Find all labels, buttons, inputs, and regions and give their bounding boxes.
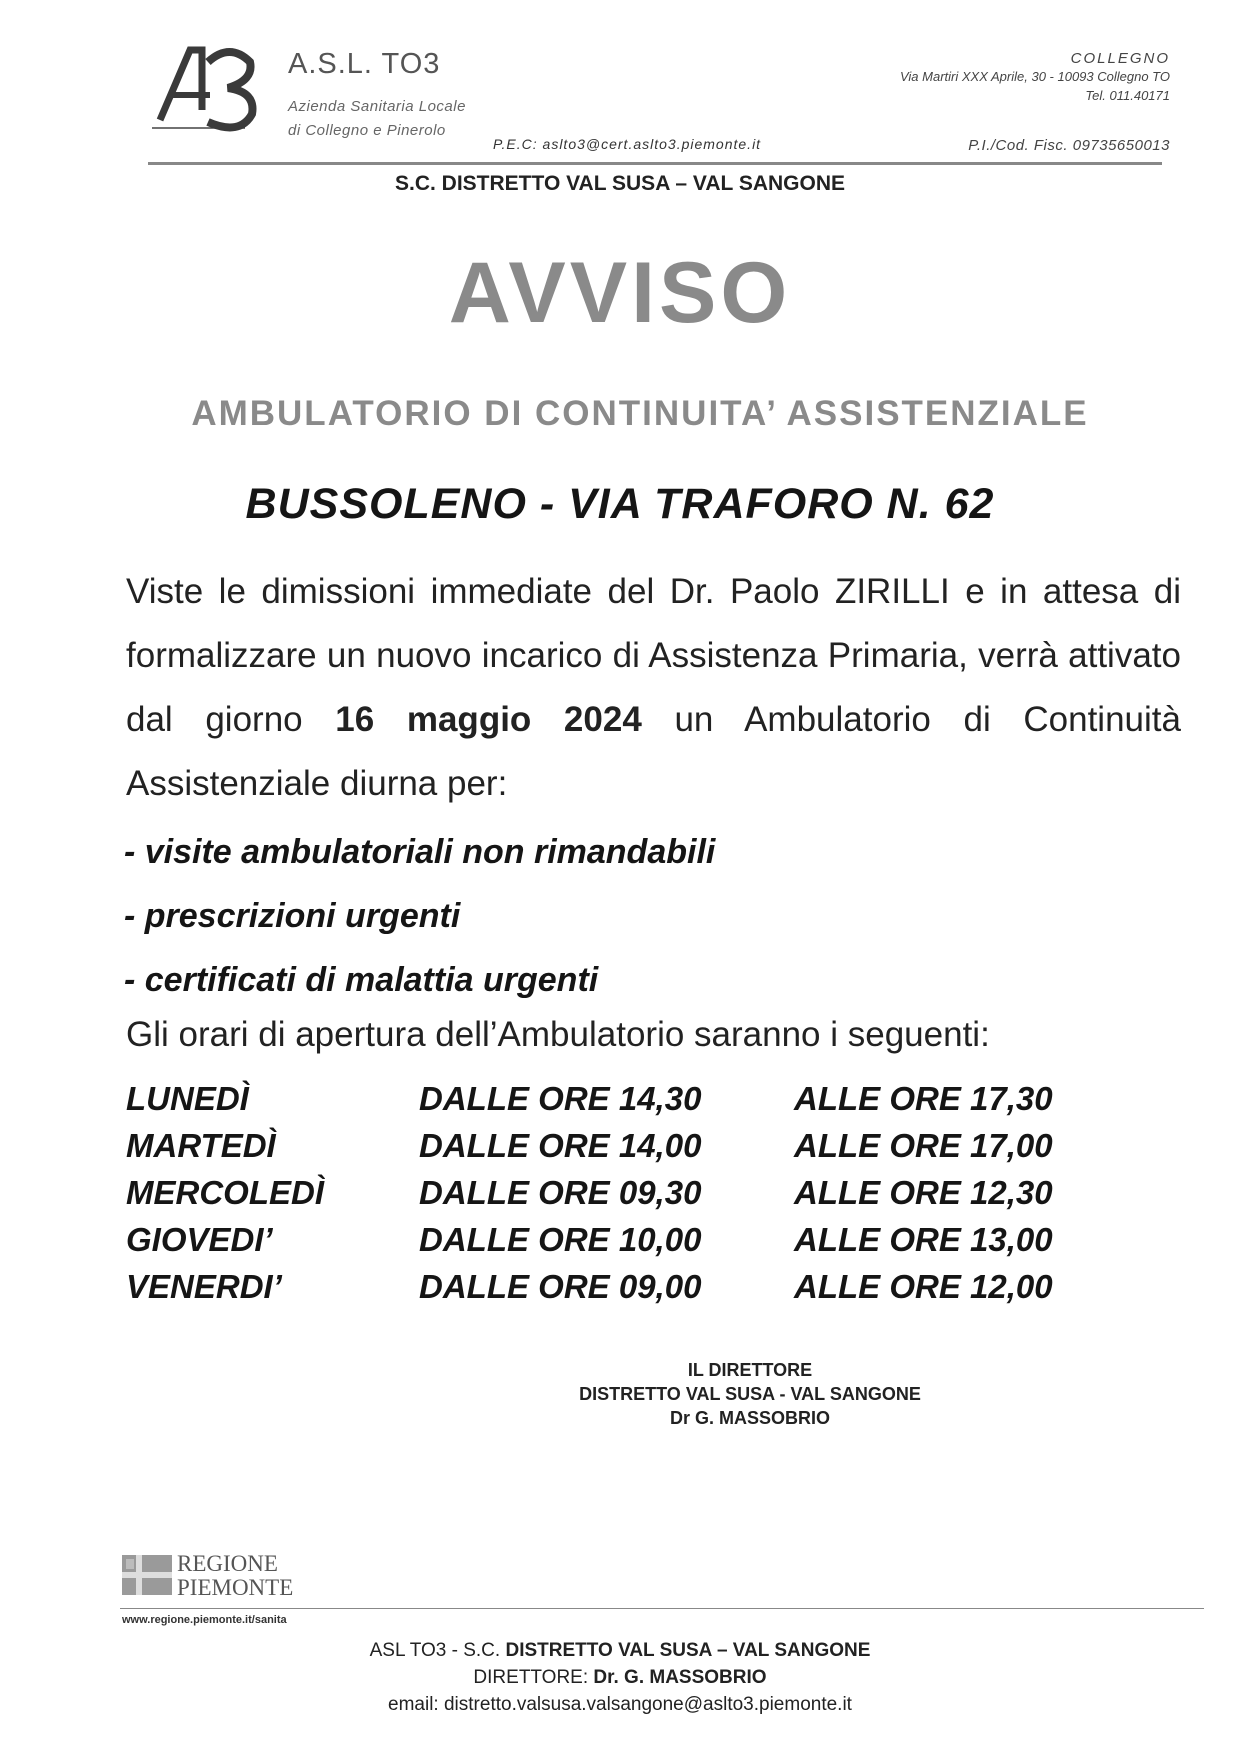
schedule-to: ALLE ORE 17,00 (794, 1127, 1053, 1164)
list-item: - certificati di malattia urgenti (124, 961, 599, 999)
schedule-day: VENERDI’ (126, 1268, 282, 1305)
pec-address[interactable]: P.E.C: aslto3@cert.aslto3.piemonte.it (493, 136, 762, 152)
region-line-1: REGIONE (177, 1551, 278, 1576)
schedule-to: ALLE ORE 12,30 (794, 1174, 1053, 1211)
schedule-day: GIOVEDI’ (126, 1221, 273, 1258)
notice-location: BUSSOLENO - VIA TRAFORO N. 62 (245, 480, 995, 528)
footer-line-1-prefix: ASL TO3 - S.C. (369, 1640, 501, 1661)
notice-title: AVVISO (448, 245, 792, 341)
schedule-day: MERCOLEDÌ (126, 1174, 324, 1211)
schedule-day: LUNEDÌ (126, 1080, 249, 1117)
schedule-from: DALLE ORE 09,30 (419, 1174, 702, 1211)
footer-line-1-district: DISTRETTO VAL SUSA – VAL SANGONE (505, 1640, 871, 1661)
opening-hours-table (126, 1080, 1126, 1315)
signature-title: IL DIRETTORE (687, 1360, 813, 1380)
notice-paragraph (126, 560, 1181, 816)
schedule-from: DALLE ORE 14,30 (419, 1080, 702, 1117)
footer-line-2 (0, 1664, 1240, 1691)
list-item: - prescrizioni urgenti (124, 897, 461, 935)
footer-divider (120, 1608, 1204, 1609)
region-flag-icon (122, 1555, 172, 1595)
schedule-to: ALLE ORE 13,00 (794, 1221, 1053, 1258)
footer-line-2-prefix: DIRETTORE: (473, 1667, 589, 1688)
hq-city: COLLEGNO (1070, 50, 1170, 67)
footer-email[interactable]: email: distretto.valsusa.valsangone@aslto3.piemonte.it (388, 1694, 852, 1715)
org-name: A.S.L. TO3 (288, 48, 441, 80)
schedule-from: DALLE ORE 09,00 (419, 1268, 702, 1305)
table-row (126, 1080, 1126, 1127)
table-row (126, 1268, 1126, 1315)
schedule-day: MARTEDÌ (126, 1127, 276, 1164)
signature-district: DISTRETTO VAL SUSA - VAL SANGONE (579, 1384, 921, 1404)
signature-block (560, 1358, 940, 1430)
schedule-to: ALLE ORE 17,30 (794, 1080, 1053, 1117)
org-subtitle-2: di Collegno e Pinerolo (288, 122, 446, 139)
hours-intro: Gli orari di apertura dell’Ambulatorio saranno i seguenti: (126, 1015, 990, 1054)
list-item: - visite ambulatoriali non rimandabili (124, 833, 716, 871)
footer-contacts (0, 1637, 1240, 1718)
header-divider (148, 162, 1162, 165)
paragraph-text-2: un Ambulatorio di Continuità Assistenziale diurna per: (126, 700, 1181, 803)
hq-address: Via Martiri XXX Aprile, 30 - 10093 Collegno TO (899, 69, 1170, 84)
table-row (126, 1174, 1126, 1221)
footer-line-1 (0, 1637, 1240, 1664)
schedule-from: DALLE ORE 10,00 (419, 1221, 702, 1258)
footer-director: Dr. G. MASSOBRIO (593, 1667, 767, 1688)
signature-name: Dr G. MASSOBRIO (669, 1408, 830, 1428)
vat-number: P.I./Cod. Fisc. 09735650013 (968, 137, 1170, 154)
table-row (126, 1221, 1126, 1268)
table-row (126, 1127, 1126, 1174)
region-line-2: PIEMONTE (177, 1575, 294, 1600)
asl-logo (150, 40, 270, 140)
region-url[interactable]: www.regione.piemonte.it/sanita (122, 1614, 287, 1626)
org-subtitle-1: Azienda Sanitaria Locale (288, 98, 466, 115)
district-heading: S.C. DISTRETTO VAL SUSA – VAL SANGONE (394, 172, 845, 195)
notice-subtitle: AMBULATORIO DI CONTINUITA’ ASSISTENZIALE (191, 394, 1089, 433)
region-name (177, 1552, 293, 1600)
paragraph-text-1: Viste le dimissioni immediate del Dr. Paolo ZIRILLI e in attesa di formalizzare un nuovo incarico di Assistenza Primaria, verrà attivato dal giorno (126, 572, 1181, 739)
asl-logo-icon (150, 40, 270, 140)
schedule-from: DALLE ORE 14,00 (419, 1127, 702, 1164)
start-date: 16 maggio 2024 (335, 700, 642, 739)
hq-phone: Tel. 011.40171 (1085, 88, 1170, 103)
schedule-to: ALLE ORE 12,00 (794, 1268, 1053, 1305)
headquarters-block (900, 50, 1170, 105)
services-list (124, 820, 715, 1012)
